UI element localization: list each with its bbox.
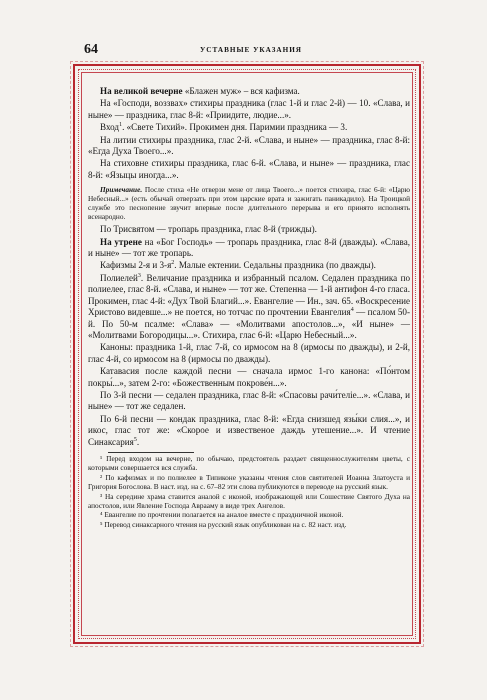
note	[88, 185, 410, 221]
paragraph	[88, 86, 410, 97]
paragraph	[88, 260, 410, 271]
text: . Малые ектении. Седальны праздника (по дважды).	[174, 260, 376, 271]
footnote: ⁵ Перевод синаксарного чтения на русский язык опубликован на с. 82 наст. изд.	[100, 520, 347, 530]
footnote-ref: 4	[350, 307, 354, 314]
footnote-ref: 3	[137, 272, 141, 279]
footnote: ⁴ Евангелие по прочтении полагается на аналое вместе с праздничной иконой.	[100, 510, 344, 520]
bold-lead: На великой вечерне	[100, 86, 183, 96]
footnote-ref: 1	[119, 122, 123, 129]
note-label: Примечание.	[100, 185, 143, 195]
text: на «Бог Господь» — тропарь праздника, глас 8-й (дважды). «Слава, и ныне» — тот же тропарь.	[88, 236, 411, 259]
paragraph: По Трисвятом — тропарь праздника, глас 8-й (трижды).	[100, 224, 317, 235]
paragraph: Каноны: праздника 1-й, глас 7-й, со ирмосом на 8 (ирмосы по дважды), и 2-й, глас 4-й, со ирмосом на 8 (ирмосы по дважды).	[88, 342, 410, 364]
bold-lead: На утрене	[100, 236, 142, 247]
text: По 6-й песни — кондак праздника, глас 8-й: «Егда снизшед язы́ки слия...», и икос, глас тот же: «Скорое и извественое даждь утешение...». И чтение Синаксария	[88, 413, 410, 447]
text: . «Свете Тихий». Прокимен дня. Паримии праздника — 3.	[122, 122, 348, 133]
footnote: ³ На середине храма ставится аналой с иконой, изображающей или Сошествие Святого Духа на апостолов, или Явление Господа Аврааму в виде трех Ангелов.	[88, 491, 410, 510]
paragraph	[88, 122, 410, 133]
footnote-rule	[108, 452, 194, 453]
paragraph: На стиховне стихиры праздника, глас 6-й. «Слава, и ныне» — праздника, глас 8-й: «Языцы иногда...».	[88, 158, 410, 180]
footnote: ² По кафизмах и по полиелее в Типиконе указаны чтения слов святителей Иоанна Златоуста и Григория Богослова. В наст. изд. на с. 67–82 эти слова публикуются в переводе на русский язык.	[88, 472, 410, 491]
paragraph: Катавасия после каждой песни — сначала ирмос 1-го канона: «По́нтом покры́...», затем 2-го: «Божественным покрове́н...».	[88, 366, 410, 388]
text: Вход	[100, 122, 120, 133]
text: Кафизмы 2-я и 3-я	[100, 260, 172, 271]
paragraph: По 3-й песни — седален праздника, глас 8-й: «Спасовы рачи́теліе...». «Слава, и ныне» — тот же седален.	[88, 389, 410, 412]
text: .	[136, 436, 140, 447]
paragraph	[88, 273, 410, 341]
paragraph	[88, 414, 410, 448]
paragraph	[88, 237, 410, 260]
page-header	[70, 44, 427, 58]
text: . Величание праздника и избранный псалом. Седален праздника по полиелее, глас 8-й. «Слава, и ныне» — тот же. Степенна — 1-й антифон 4-го гласа. Прокимен, глас 4-й: «Дух Твой Благий...». Евангелие — Ин., зач. 65. «Воскресение Христово видевше...» не поется, но тотчас по прочтении Евангелия	[88, 272, 410, 318]
text: — псалом 50-й. По 50-м псалме: «Слава» — «Молитвами апостолов...», «И ныне» — «Молитвами Богородицы...». Стихира, глас 6-й: «Царю Небесный...».	[88, 307, 411, 340]
running-title: УСТАВНЫЕ УКАЗАНИЯ	[200, 46, 302, 54]
page-body	[88, 86, 410, 531]
page-number: 64	[84, 42, 98, 57]
footnote-ref: 2	[171, 260, 175, 267]
note-text: После стиха «Не отверзи мене от лица Твоего...» поется стихира, глас 6-й: «Царю Небесный...» (есть обычай отверзать при этом царские врата и зажигать паникадило). На Троицкой службе это песнопение звучит впервые после длительного перерыва и его принято исполнять всенародно.	[88, 185, 410, 222]
text: «Блажен муж» – вся кафизма.	[182, 86, 300, 96]
text: Полиелей	[100, 272, 138, 283]
footnote-ref: 5	[133, 436, 137, 443]
paragraph: На «Господи, воззвах» стихиры праздника (глас 1-й и глас 2-й) — 10. «Слава, и ныне» — праздника, глас 8-й: «Приидите, людие...».	[88, 98, 410, 120]
footnote: ¹ Перед входом на вечерне, по обычаю, предстоятель раздает священнослужителям цветы, с которыми совершается вся служба.	[88, 453, 410, 472]
paragraph: На литии стихиры праздника, глас 2-й. «Слава, и ныне» — праздника, глас 8-й: «Егда Духа Твоего...».	[88, 134, 410, 157]
